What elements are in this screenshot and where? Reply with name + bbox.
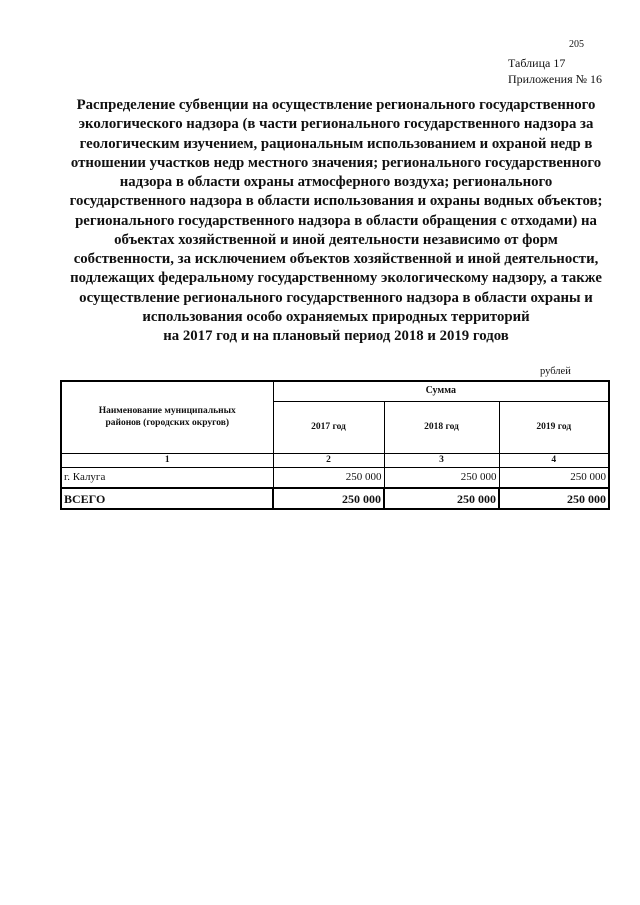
total-row: [61, 488, 609, 509]
column-number: 4: [499, 453, 609, 467]
column-number: 1: [61, 453, 273, 467]
column-number: 2: [273, 453, 384, 467]
subsidy-table: [60, 380, 610, 510]
appendix-label: Приложения № 16: [508, 72, 603, 86]
title-line: осуществление регионального государственного надзора в области охраны и: [79, 289, 593, 306]
column-header-year-2017: 2017 год: [273, 401, 384, 453]
total-amount-2017: 250 000: [273, 488, 384, 509]
column-number: 3: [384, 453, 499, 467]
total-label: ВСЕГО: [61, 488, 273, 509]
title-line: геологическим изучением, рациональным использованием и охраной недр в: [79, 135, 593, 152]
units-label: рублей: [540, 366, 571, 377]
title-line: регионального государственного надзора в области обращения с отходами) на: [75, 212, 597, 229]
document-title: [36, 96, 636, 346]
title-line: объектах хозяйственной и иной деятельности независимо от форм: [114, 231, 558, 248]
table-label: Таблица 17: [508, 56, 566, 70]
amount-2019: 250 000: [499, 467, 609, 488]
title-line: на 2017 год и на плановый период 2018 и 2019 годов: [163, 328, 509, 344]
column-header-year-2018: 2018 год: [384, 401, 499, 453]
total-amount-2018: 250 000: [384, 488, 499, 509]
title-line: отношении участков недр местного значения; регионального государственного: [70, 154, 602, 171]
table-row: [61, 467, 609, 488]
amount-2017: 250 000: [273, 467, 384, 488]
title-line: использования особо охраняемых природных территорий: [142, 308, 530, 325]
title-line: собственности, за исключением объектов хозяйственной и иной деятельности,: [73, 251, 599, 267]
column-header-line: районов (городских округов): [105, 418, 230, 429]
title-line: подлежащих федеральному государственному экологическому надзору, а также: [70, 270, 602, 287]
column-header-line: Наименование муниципальных: [98, 406, 236, 417]
municipality-name: г. Калуга: [61, 467, 273, 488]
column-number-row: [61, 453, 609, 467]
column-header-year-2019: 2019 год: [499, 401, 609, 453]
title-line: Распределение субвенции на осуществление регионального государственного: [76, 97, 596, 113]
header-row: [61, 381, 609, 401]
title-line: экологического надзора (в части регионального государственного надзора за: [78, 116, 594, 133]
column-header-municipality: [61, 381, 273, 453]
title-line: надзора в области охраны атмосферного воздуха; регионального: [119, 174, 553, 190]
column-header-sum: Сумма: [273, 381, 609, 401]
total-amount-2019: 250 000: [499, 488, 609, 509]
page-number: 205: [569, 39, 584, 50]
title-line: государственного надзора в области использования и охраны водных объектов;: [69, 193, 603, 210]
amount-2018: 250 000: [384, 467, 499, 488]
table-reference: [508, 55, 602, 87]
